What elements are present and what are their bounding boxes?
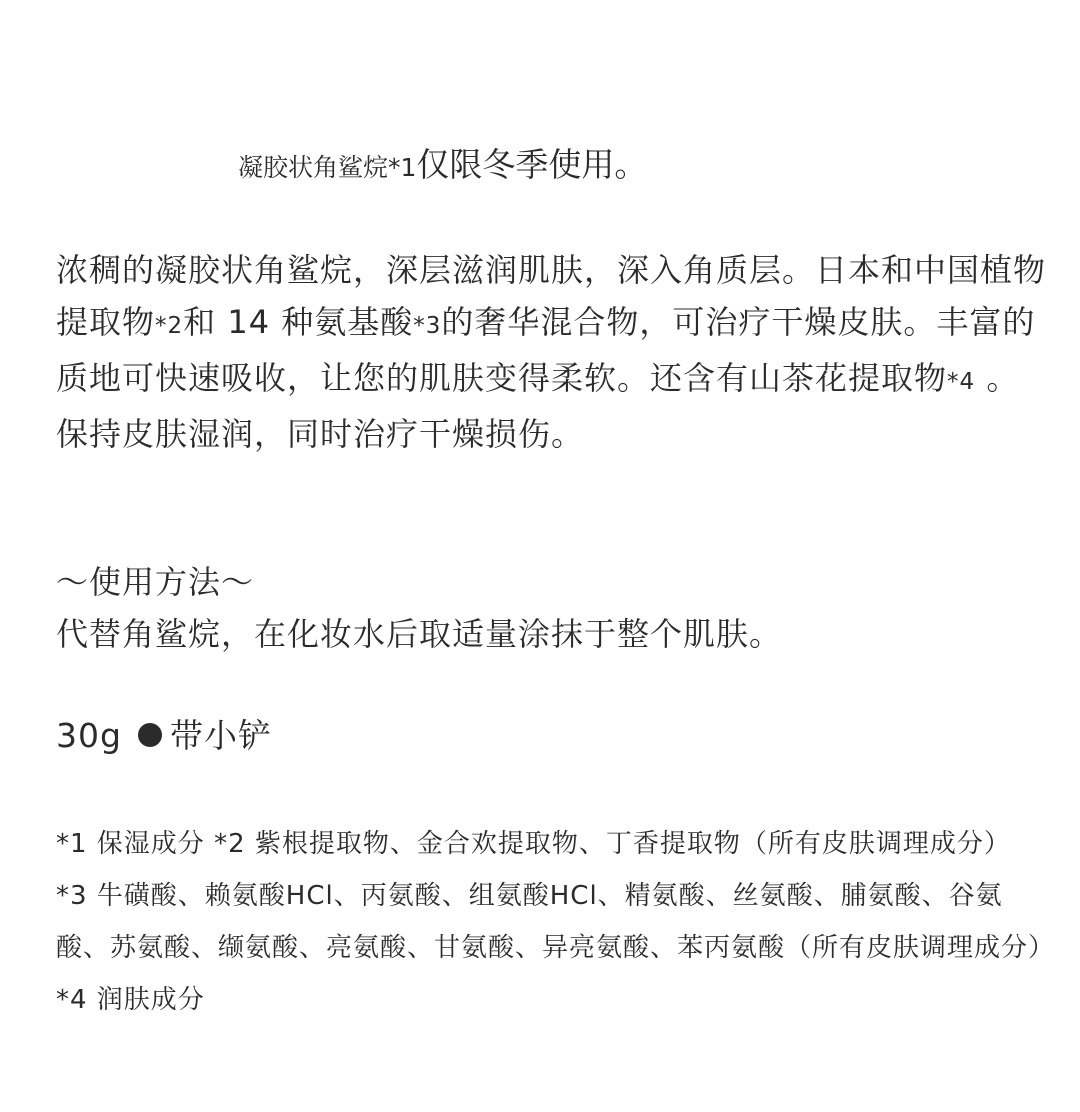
usage-instructions: 代替角鲨烷，在化妆水后取适量涂抹于整个肌肤。 [56,615,783,653]
headline [238,140,1038,190]
description-text-2: 和 14 种氨基酸 [183,303,414,341]
footnote-mark-2: *2 [155,313,184,339]
headline-suffix: 仅限冬季使用。 [416,145,648,184]
product-accessory: 带小铲 [169,716,272,755]
usage-title: ～使用方法～ [56,563,255,601]
description-text-3: 的奢华混合物，可治疗干燥皮肤。丰富的质地可快速吸收，让您的肌肤变得柔软。还含有山茶花提取物 [56,303,1036,397]
footnote-mark-4: *4 [947,369,976,395]
product-description [56,244,1046,460]
headline-prefix: 凝胶状角鲨烷*1 [238,153,417,182]
footnote-mark-3: *3 [413,313,442,339]
product-spec [56,710,1046,762]
description-text-4: 。保持皮肤湿润，同时治疗干燥损伤。 [56,359,1020,453]
description-text-1: 浓稠的凝胶状角鲨烷，深层滋润肌肤，深入角质层。日本和中国植物提取物 [56,251,1047,341]
black-circle-icon [138,723,162,747]
footnotes: *1 保湿成分 *2 紫根提取物、金合欢提取物、丁香提取物（所有皮肤调理成分） *3 牛磺酸、赖氨酸HCl、丙氨酸、组氨酸HCl、精氨酸、丝氨酸、脯氨酸、谷氨酸、苏氨酸、缬氨酸、亮氨酸、甘氨酸、异亮氨酸、苯丙氨酸（所有皮肤调理成分）*4 润肤成分 [56,829,1043,1015]
product-size: 30g [56,716,122,755]
